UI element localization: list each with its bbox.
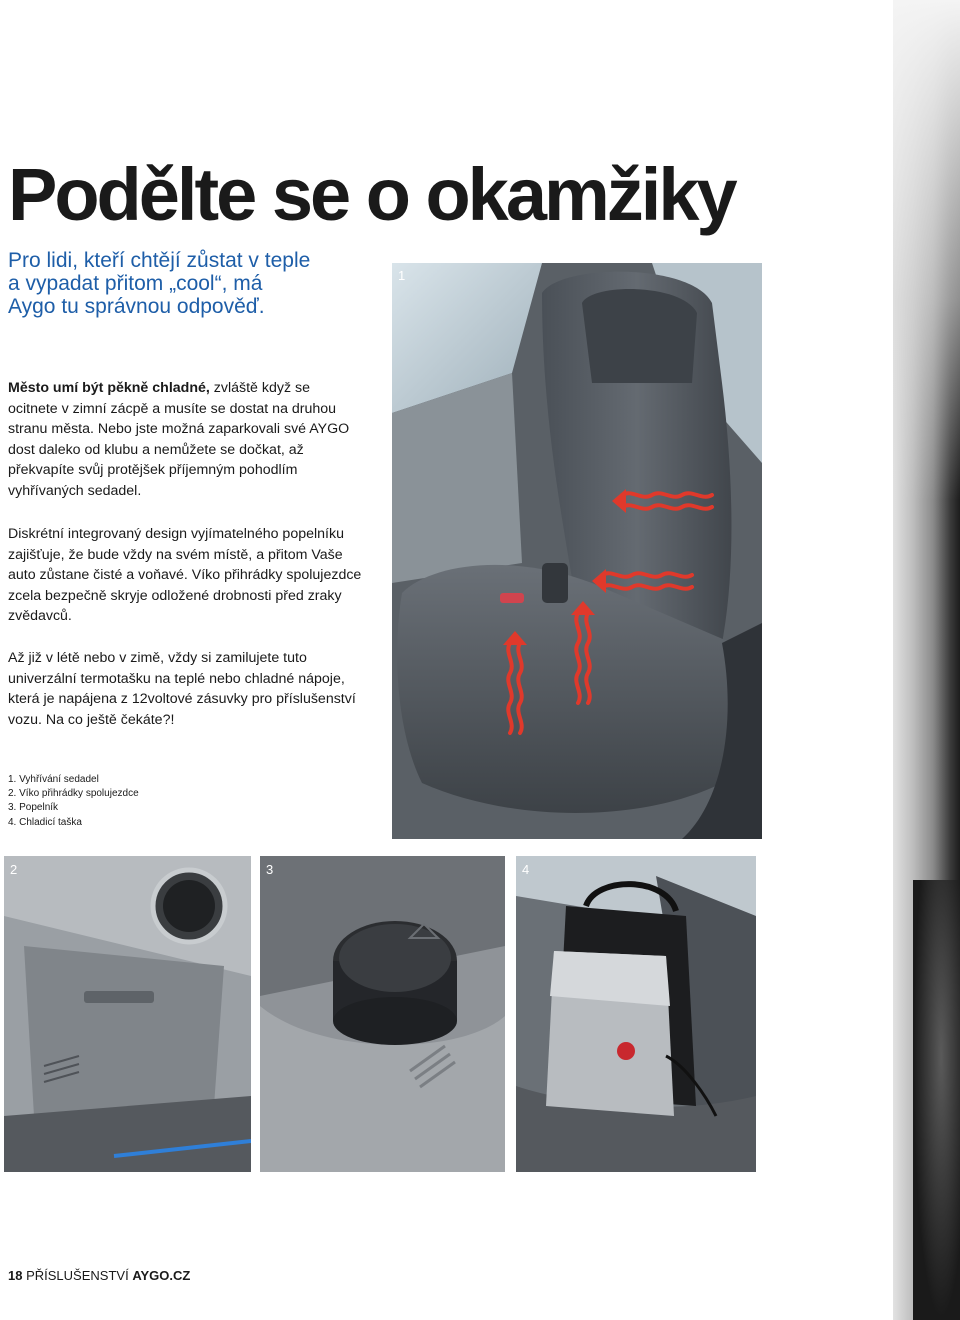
caption-item: 3. Popelník bbox=[8, 802, 59, 814]
subtitle-line-2: a vypadat přitom „cool“, má bbox=[8, 272, 263, 295]
ashtray-illustration bbox=[260, 856, 505, 1172]
cool-bag-photo bbox=[516, 856, 756, 1172]
heated-seat-illustration bbox=[392, 263, 762, 839]
ashtray-photo bbox=[260, 856, 505, 1172]
page-number: 18 bbox=[8, 1268, 23, 1283]
subtitle-line-1: Pro lidi, kteří chtějí zůstat v teple bbox=[8, 249, 311, 272]
cool-bag-illustration bbox=[516, 856, 756, 1172]
paragraph-cool-bag: Až již v létě nebo v zimě, vždy si zamilujete tuto univerzální termotašku na teplé nebo chladné nápoje, která je napájena z 12voltové zásuvky pro příslušenství vozu. Na co ještě čekáte?! bbox=[8, 650, 356, 728]
heated-seat-photo bbox=[392, 263, 762, 839]
glovebox-illustration bbox=[4, 856, 251, 1172]
paragraph-ashtray: Diskrétní integrovaný design vyjímatelného popelníku zajišťuje, že bude vždy na svém místě, a přitom Vaše auto zůstane čisté a voňavé. Víko přihrádky spolujezdce zcela bezpečně skryje odložené drobnosti před zraky zvědavců. bbox=[8, 526, 362, 625]
subtitle bbox=[8, 249, 378, 318]
subtitle-line-3: Aygo tu správnou odpověď. bbox=[8, 295, 265, 318]
photo-captions bbox=[8, 773, 139, 830]
photo-number: 2 bbox=[10, 862, 18, 877]
caption-item: 4. Chladicí taška bbox=[8, 816, 82, 828]
paragraph-heated-seats bbox=[8, 378, 363, 502]
page-footer bbox=[8, 1268, 190, 1283]
glovebox-photo bbox=[4, 856, 251, 1172]
page-edge-photo-strip bbox=[893, 0, 960, 1320]
page-title: Podělte se o okamžiky bbox=[8, 153, 735, 236]
photo-number: 3 bbox=[266, 862, 274, 877]
photo-number: 1 bbox=[398, 268, 406, 283]
photo-number: 4 bbox=[522, 862, 530, 877]
paragraph-lead-bold: Město umí být pěkně chladné, bbox=[8, 380, 210, 396]
caption-item: 2. Víko přihrádky spolujezdce bbox=[8, 788, 139, 800]
paragraph-rest: zvláště když se ocitnete v zimní zácpě a musíte se dostat na druhou stranu města. Nebo jste možná zaparkovali své AYGO dost daleko od klubu a nemůžete se dočkat, až překvapíte svůj protějšek příjemným pohodlím vyhřívaných sedadel. bbox=[8, 380, 350, 499]
caption-item: 1. Vyhřívání sedadel bbox=[8, 774, 99, 785]
footer-section: PŘÍSLUŠENSTVÍ bbox=[26, 1268, 129, 1283]
footer-brand: AYGO.CZ bbox=[132, 1268, 191, 1283]
